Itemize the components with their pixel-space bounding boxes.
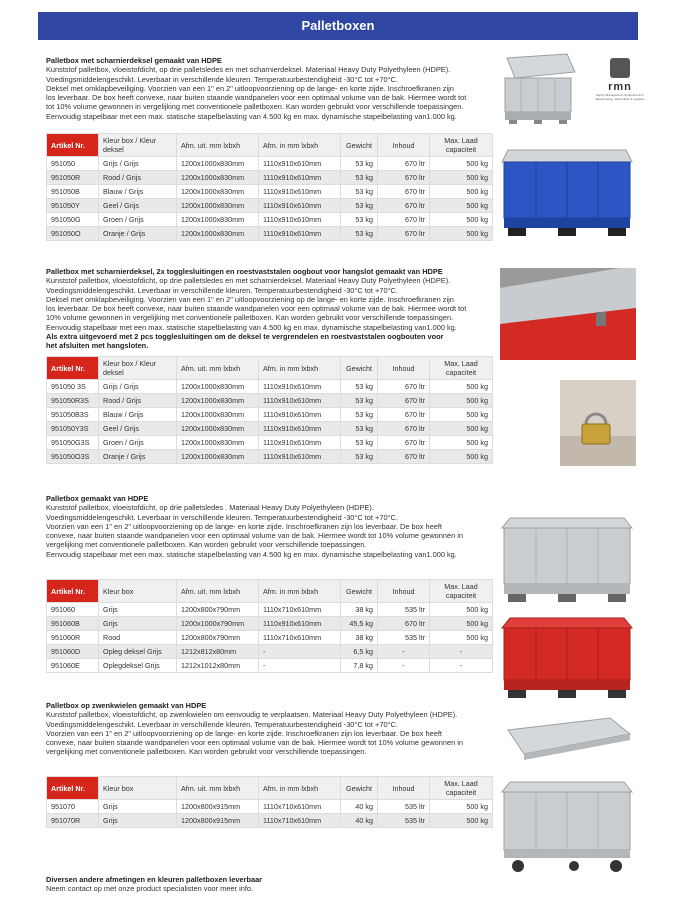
cell-afm-uit: 1200x1000x830mm	[177, 171, 259, 185]
cell-afm-uit: 1200x1000x830mm	[177, 380, 259, 394]
cell-max-laad: -	[430, 645, 493, 659]
cell-gewicht: 40 kg	[341, 814, 378, 828]
cell-gewicht: 38 kg	[341, 631, 378, 645]
cell-afm-uit: 1200x1000x790mm	[177, 617, 259, 631]
text-line: los leverbaar. De box heeft convexe, naar buiten staande wandpanelen voor een optimaal volume van de bak. Hiermee wordt tot	[46, 93, 467, 103]
cell-kleur: Geel / Grijs	[99, 199, 177, 213]
text-line-bold: Als extra uitgevoerd met 2 pcs togglesluitingen om de deksel te vergrendelen en roestvaststalen oogbouten voor	[46, 332, 444, 342]
cell-kleur: Grijs	[99, 617, 177, 631]
cell-artikel: 951050O3S	[47, 450, 99, 464]
cell-gewicht: 6,5 kg	[341, 645, 378, 659]
cell-afm-in: 1110x910x610mm	[259, 171, 341, 185]
cell-inhoud: 535 ltr	[378, 631, 430, 645]
table-4-body	[47, 800, 493, 828]
text-line: Kunststof palletbox, vloeistofdicht, op drie palletsledes . Materiaal Heavy Duty Polyethyleen (HDPE).	[46, 503, 374, 513]
cell-max-laad: 500 kg	[430, 157, 493, 171]
table-row	[47, 631, 493, 645]
red-palletbox-image	[500, 614, 634, 700]
col-header-max-laad: Max. Laad capaciteit	[430, 580, 493, 603]
cell-afm-uit: 1200x1000x830mm	[177, 157, 259, 171]
col-header-afm-uit: Afm. uit. mm lxbxh	[177, 357, 259, 380]
cell-artikel: 951060D	[47, 645, 99, 659]
cell-artikel: 951060R	[47, 631, 99, 645]
cell-max-laad: 500 kg	[430, 171, 493, 185]
cell-afm-uit: 1200x800x790mm	[177, 603, 259, 617]
cell-afm-uit: 1200x1000x830mm	[177, 199, 259, 213]
cell-kleur: Opleg deksel Grijs	[99, 645, 177, 659]
logo-mark-icon	[610, 58, 630, 78]
cell-gewicht: 53 kg	[341, 213, 378, 227]
cell-afm-in: 1110x910x610mm	[259, 422, 341, 436]
text-line: Deksel met omklapbeveiliging. Voorzien van een 1" en 2" uitloopvoorziening op de lange- en korte zijde. Inschroefkranen zijn	[46, 83, 454, 93]
text-line: Voorzien van een 1" en 2" uitloopvoorziening op de lange- en korte zijde. Inschroefkranen zijn los leverbaar. De box heeft	[46, 728, 442, 738]
cell-inhoud: 535 ltr	[378, 603, 430, 617]
cell-max-laad: 500 kg	[430, 199, 493, 213]
table-row	[47, 422, 493, 436]
cell-artikel: 951050 3S	[47, 380, 99, 394]
cell-max-laad: 500 kg	[430, 617, 493, 631]
cell-kleur: Oranje / Grijs	[99, 450, 177, 464]
cell-afm-in: 1110x910x610mm	[259, 157, 341, 171]
col-header-inhoud: Inhoud	[378, 777, 430, 800]
cell-artikel: 951070R	[47, 814, 99, 828]
cell-inhoud: 670 ltr	[378, 199, 430, 213]
cell-artikel: 951050	[47, 157, 99, 171]
col-header-kleur: Kleur box	[99, 777, 177, 800]
col-header-max-laad: Max. Laad capaciteit	[430, 357, 493, 380]
col-header-max-laad: Max. Laad capaciteit	[430, 134, 493, 157]
col-header-afm-uit: Afm. uit. mm lxbxh	[177, 580, 259, 603]
text-line: 10% volume gewonnen in vergelijking met conventionele palletboxen. Kan worden gebruikt voor verschillende toepassingen.	[46, 313, 454, 323]
cell-gewicht: 53 kg	[341, 408, 378, 422]
cell-afm-uit: 1200x1000x830mm	[177, 436, 259, 450]
cell-afm-in: 1110x910x610mm	[259, 436, 341, 450]
cell-artikel: 951050O	[47, 227, 99, 241]
text-line: Voedingsmiddelengeschikt. Leverbaar in verschillende kleuren. Temperatuurbestendigheid -30°C tot +70°C.	[46, 512, 398, 522]
cell-kleur: Grijs	[99, 814, 177, 828]
cell-artikel: 951060B	[47, 617, 99, 631]
table-row	[47, 603, 493, 617]
grey-palletbox-image	[498, 512, 636, 604]
footer-bold-line: Diversen andere afmetingen en kleuren palletboxen leverbaar	[46, 875, 263, 884]
cell-max-laad: 500 kg	[430, 814, 493, 828]
col-header-artikel: Artikel Nr.	[47, 580, 99, 603]
text-line: los leverbaar. De box heeft convexe, naar buiten staande wandpanelen voor een optimaal volume van de bak. Hiermee wordt tot	[46, 304, 467, 314]
cell-inhoud: 670 ltr	[378, 394, 430, 408]
cell-gewicht: 53 kg	[341, 227, 378, 241]
cell-artikel: 951050G3S	[47, 436, 99, 450]
text-line: vergelijking met conventionele palletboxen. Kan worden gebruikt voor verschillende toepassingen.	[46, 540, 367, 550]
cell-max-laad: 500 kg	[430, 800, 493, 814]
col-header-kleur: Kleur box / Kleur deksel	[99, 134, 177, 157]
cell-max-laad: 500 kg	[430, 631, 493, 645]
table-row	[47, 380, 493, 394]
text-line: convexe, naar buiten staande wandpanelen voor een optimaal volume van de bak. Hiermee wordt tot 10% volume gewonnen in	[46, 531, 464, 541]
cell-kleur: Rood	[99, 631, 177, 645]
section-2-title: Palletbox met scharnierdeksel, 2x togglesluitingen en roestvaststalen oogbout voor hangslot gemaakt van HDPE	[46, 267, 443, 276]
text-line: Kunststof palletbox, vloeistofdicht, op drie palletsledes en met scharnierdeksel. Materiaal Heavy Duty Polyethyleen (HDPE).	[46, 65, 451, 75]
cell-max-laad: 500 kg	[430, 394, 493, 408]
col-header-artikel: Artikel Nr.	[47, 134, 99, 157]
section-4-title: Palletbox op zwenkwielen gemaakt van HDPE	[46, 701, 207, 710]
cell-kleur: Grijs / Grijs	[99, 380, 177, 394]
cell-afm-in: 1110x710x610mm	[259, 800, 341, 814]
page-banner: Palletboxen	[38, 12, 638, 40]
section-1-title: Palletbox met scharnierdeksel gemaakt van HDPE	[46, 56, 222, 65]
cell-max-laad: 500 kg	[430, 185, 493, 199]
cell-artikel: 951060E	[47, 659, 99, 673]
blue-palletbox-image	[498, 142, 636, 238]
cell-max-laad: -	[430, 659, 493, 673]
cell-kleur: Blauw / Grijs	[99, 185, 177, 199]
col-header-gewicht: Gewicht	[341, 777, 378, 800]
cell-afm-uit: 1200x800x915mm	[177, 800, 259, 814]
cell-kleur: Groen / Grijs	[99, 436, 177, 450]
table-3-body	[47, 603, 493, 673]
table-row	[47, 436, 493, 450]
text-line: Voorzien van een 1" en 2" uitloopvoorziening op de lange- en korte zijde. Inschroefkranen zijn los leverbaar. De box heeft	[46, 521, 442, 531]
product-table-2	[46, 356, 493, 464]
cell-afm-in: 1110x710x610mm	[259, 631, 341, 645]
text-line: Kunststof palletbox, vloeistofdicht, op zwenkwielen om eenvoudig te verplaatsen. Materiaal Heavy Duty Polyethyleen (HDPE).	[46, 710, 458, 720]
cell-inhoud: 670 ltr	[378, 450, 430, 464]
cell-artikel: 951050Y3S	[47, 422, 99, 436]
cell-afm-in: 1110x910x610mm	[259, 617, 341, 631]
logo-line-1: Supply Management Nederland B.V.	[595, 93, 645, 97]
section-4-description	[46, 701, 496, 757]
table-row	[47, 645, 493, 659]
table-row	[47, 157, 493, 171]
col-header-gewicht: Gewicht	[341, 357, 378, 380]
table-row	[47, 659, 493, 673]
col-header-kleur: Kleur box / Kleur deksel	[99, 357, 177, 380]
table-row	[47, 408, 493, 422]
col-header-max-laad: Max. Laad capaciteit	[430, 777, 493, 800]
footer-line: Neem contact op met onze product specialisten voor meer info.	[46, 884, 254, 894]
col-header-inhoud: Inhoud	[378, 580, 430, 603]
cell-afm-in: 1110x910x610mm	[259, 450, 341, 464]
cell-artikel: 951050G	[47, 213, 99, 227]
cell-artikel: 951050B	[47, 185, 99, 199]
table-row	[47, 171, 493, 185]
table-row	[47, 800, 493, 814]
cell-artikel: 951050R	[47, 171, 99, 185]
cell-inhoud: 670 ltr	[378, 171, 430, 185]
cell-gewicht: 40 kg	[341, 800, 378, 814]
cell-gewicht: 38 kg	[341, 603, 378, 617]
cell-artikel: 951060	[47, 603, 99, 617]
cell-gewicht: 53 kg	[341, 450, 378, 464]
section-1-description	[46, 56, 486, 121]
cell-afm-in: -	[259, 645, 341, 659]
cell-inhoud: 535 ltr	[378, 800, 430, 814]
cell-artikel: 951070	[47, 800, 99, 814]
text-line: Voedingsmiddelengeschikt. Leverbaar in verschillende kleuren. Temperatuurbestendigheid -30°C tot +70°C.	[46, 74, 398, 84]
col-header-inhoud: Inhoud	[378, 134, 430, 157]
cell-kleur: Blauw / Grijs	[99, 408, 177, 422]
cell-kleur: Oranje / Grijs	[99, 227, 177, 241]
cell-inhoud: 670 ltr	[378, 436, 430, 450]
table-row	[47, 213, 493, 227]
text-line: Kunststof palletbox, vloeistofdicht, op drie palletsledes en met scharnierdeksel. Materiaal Heavy Duty Polyethyleen (HDPE).	[46, 276, 451, 286]
grey-lid-image	[500, 716, 634, 762]
cell-afm-uit: 1200x1000x830mm	[177, 408, 259, 422]
grey-palletbox-open-lid-image	[497, 52, 579, 124]
cell-afm-in: 1110x910x610mm	[259, 185, 341, 199]
cell-inhoud: 670 ltr	[378, 380, 430, 394]
padlock-closeup-image	[560, 380, 636, 466]
text-line-bold: het afsluiten met hangsloten.	[46, 341, 149, 351]
cell-gewicht: 53 kg	[341, 199, 378, 213]
cell-kleur: Grijs / Grijs	[99, 157, 177, 171]
cell-afm-uit: 1200x1000x830mm	[177, 213, 259, 227]
cell-gewicht: 53 kg	[341, 157, 378, 171]
cell-kleur: Grijs	[99, 800, 177, 814]
cell-inhoud: 670 ltr	[378, 408, 430, 422]
cell-max-laad: 500 kg	[430, 422, 493, 436]
section-2-description	[46, 267, 496, 351]
col-header-afm-in: Afm. in mm lxbxh	[259, 134, 341, 157]
cell-inhoud: -	[378, 645, 430, 659]
cell-gewicht: 53 kg	[341, 422, 378, 436]
text-line: Voedingsmiddelengeschikt. Leverbaar in verschillende kleuren. Temperatuurbestendigheid -30°C tot +70°C.	[46, 719, 398, 729]
cell-artikel: 951050B3S	[47, 408, 99, 422]
cell-gewicht: 53 kg	[341, 394, 378, 408]
footer-note	[46, 875, 496, 894]
cell-gewicht: 53 kg	[341, 171, 378, 185]
text-line: Eenvoudig stapelbaar met een max. statische stapelbelasting van 4.500 kg en max. dynamische stapelbelasting van1.000 kg.	[46, 111, 457, 121]
col-header-afm-in: Afm. in mm lxbxh	[259, 580, 341, 603]
cell-afm-uit: 1212x812x80mm	[177, 645, 259, 659]
grey-palletbox-on-wheels-image	[498, 776, 636, 874]
col-header-gewicht: Gewicht	[341, 580, 378, 603]
text-line: vergelijking met conventionele palletboxen. Kan worden gebruikt voor verschillende toepassingen.	[46, 747, 367, 757]
cell-max-laad: 500 kg	[430, 450, 493, 464]
table-1-body	[47, 157, 493, 241]
cell-afm-in: -	[259, 659, 341, 673]
section-3-title: Palletbox gemaakt van HDPE	[46, 494, 149, 503]
cell-afm-uit: 1200x1000x830mm	[177, 422, 259, 436]
cell-afm-in: 1110x910x610mm	[259, 199, 341, 213]
col-header-artikel: Artikel Nr.	[47, 777, 99, 800]
text-line: Eenvoudig stapelbaar met een max. statische stapelbelasting van 4.500 kg en max. dynamische stapelbelasting van1.000 kg.	[46, 322, 457, 332]
text-line: Eenvoudig stapelbaar met een max. statische stapelbelasting van 4.500 kg en max. dynamische stapelbelasting van1.000 kg.	[46, 549, 457, 559]
cell-max-laad: 500 kg	[430, 436, 493, 450]
cell-gewicht: 53 kg	[341, 380, 378, 394]
cell-gewicht: 53 kg	[341, 436, 378, 450]
cell-inhoud: 670 ltr	[378, 422, 430, 436]
col-header-afm-uit: Afm. uit. mm lxbxh	[177, 134, 259, 157]
cell-kleur: Rood / Grijs	[99, 394, 177, 408]
product-table-4	[46, 776, 493, 828]
cell-afm-in: 1110x910x610mm	[259, 213, 341, 227]
cell-gewicht: 45,5 kg	[341, 617, 378, 631]
cell-gewicht: 7,8 kg	[341, 659, 378, 673]
col-header-kleur: Kleur box	[99, 580, 177, 603]
cell-afm-in: 1110x910x610mm	[259, 380, 341, 394]
cell-afm-in: 1110x910x610mm	[259, 394, 341, 408]
text-line: convexe, naar buiten staande wandpanelen voor een optimaal volume van de bak. Hiermee wordt tot 10% volume gewonnen in	[46, 738, 464, 748]
cell-max-laad: 500 kg	[430, 213, 493, 227]
cell-inhoud: 670 ltr	[378, 185, 430, 199]
table-row	[47, 185, 493, 199]
logo-brand: rmn	[608, 81, 632, 93]
text-line: Deksel met omklapbeveiliging. Voorzien van een 1" en 2" uitloopvoorziening op de lange- en korte zijde. Inschroefkranen zijn	[46, 294, 454, 304]
cell-inhoud: 670 ltr	[378, 157, 430, 171]
cell-artikel: 951050R3S	[47, 394, 99, 408]
col-header-afm-in: Afm. in mm lxbxh	[259, 777, 341, 800]
col-header-artikel: Artikel Nr.	[47, 357, 99, 380]
cell-inhoud: 670 ltr	[378, 617, 430, 631]
col-header-inhoud: Inhoud	[378, 357, 430, 380]
col-header-gewicht: Gewicht	[341, 134, 378, 157]
cell-afm-in: 1110x710x610mm	[259, 814, 341, 828]
table-row	[47, 394, 493, 408]
cell-inhoud: -	[378, 659, 430, 673]
table-row	[47, 450, 493, 464]
cell-max-laad: 500 kg	[430, 408, 493, 422]
cell-afm-uit: 1200x1000x830mm	[177, 185, 259, 199]
cell-kleur: Rood / Grijs	[99, 171, 177, 185]
product-table-3	[46, 579, 493, 673]
text-line: tot 10% volume gewonnen in vergelijking met conventionele palletboxen. Kan worden gebruikt voor verschillende toepassingen.	[46, 102, 464, 112]
red-box-lid-closeup-image	[500, 268, 636, 360]
text-line: Voedingsmiddelengeschikt. Leverbaar in verschillende kleuren. Temperatuurbestendigheid -30°C tot +70°C.	[46, 285, 398, 295]
cell-max-laad: 500 kg	[430, 227, 493, 241]
cell-gewicht: 53 kg	[341, 185, 378, 199]
cell-inhoud: 670 ltr	[378, 213, 430, 227]
cell-kleur: Geel / Grijs	[99, 422, 177, 436]
cell-artikel: 951050Y	[47, 199, 99, 213]
cell-inhoud: 670 ltr	[378, 227, 430, 241]
table-row	[47, 199, 493, 213]
table-2-body	[47, 380, 493, 464]
cell-afm-uit: 1200x1000x830mm	[177, 450, 259, 464]
col-header-afm-uit: Afm. uit. mm lxbxh	[177, 777, 259, 800]
cell-kleur: Grijs	[99, 603, 177, 617]
cell-max-laad: 500 kg	[430, 603, 493, 617]
cell-max-laad: 500 kg	[430, 380, 493, 394]
cell-afm-uit: 1200x800x790mm	[177, 631, 259, 645]
cell-afm-in: 1110x910x610mm	[259, 408, 341, 422]
section-3-description	[46, 494, 496, 559]
cell-kleur: Groen / Grijs	[99, 213, 177, 227]
table-row	[47, 814, 493, 828]
cell-afm-uit: 1200x1000x830mm	[177, 394, 259, 408]
cell-afm-uit: 1200x1000x830mm	[177, 227, 259, 241]
cell-inhoud: 535 ltr	[378, 814, 430, 828]
logo-line-2: Warehousing, Returnable & Logistics	[595, 97, 645, 101]
cell-afm-uit: 1212x1012x80mm	[177, 659, 259, 673]
table-row	[47, 617, 493, 631]
col-header-afm-in: Afm. in mm lxbxh	[259, 357, 341, 380]
cell-kleur: Oplegdeksel Grijs	[99, 659, 177, 673]
cell-afm-in: 1110x910x610mm	[259, 227, 341, 241]
table-row	[47, 227, 493, 241]
cell-afm-uit: 1200x800x915mm	[177, 814, 259, 828]
cell-afm-in: 1110x710x610mm	[259, 603, 341, 617]
rmn-logo	[594, 58, 646, 124]
product-table-1	[46, 133, 493, 241]
